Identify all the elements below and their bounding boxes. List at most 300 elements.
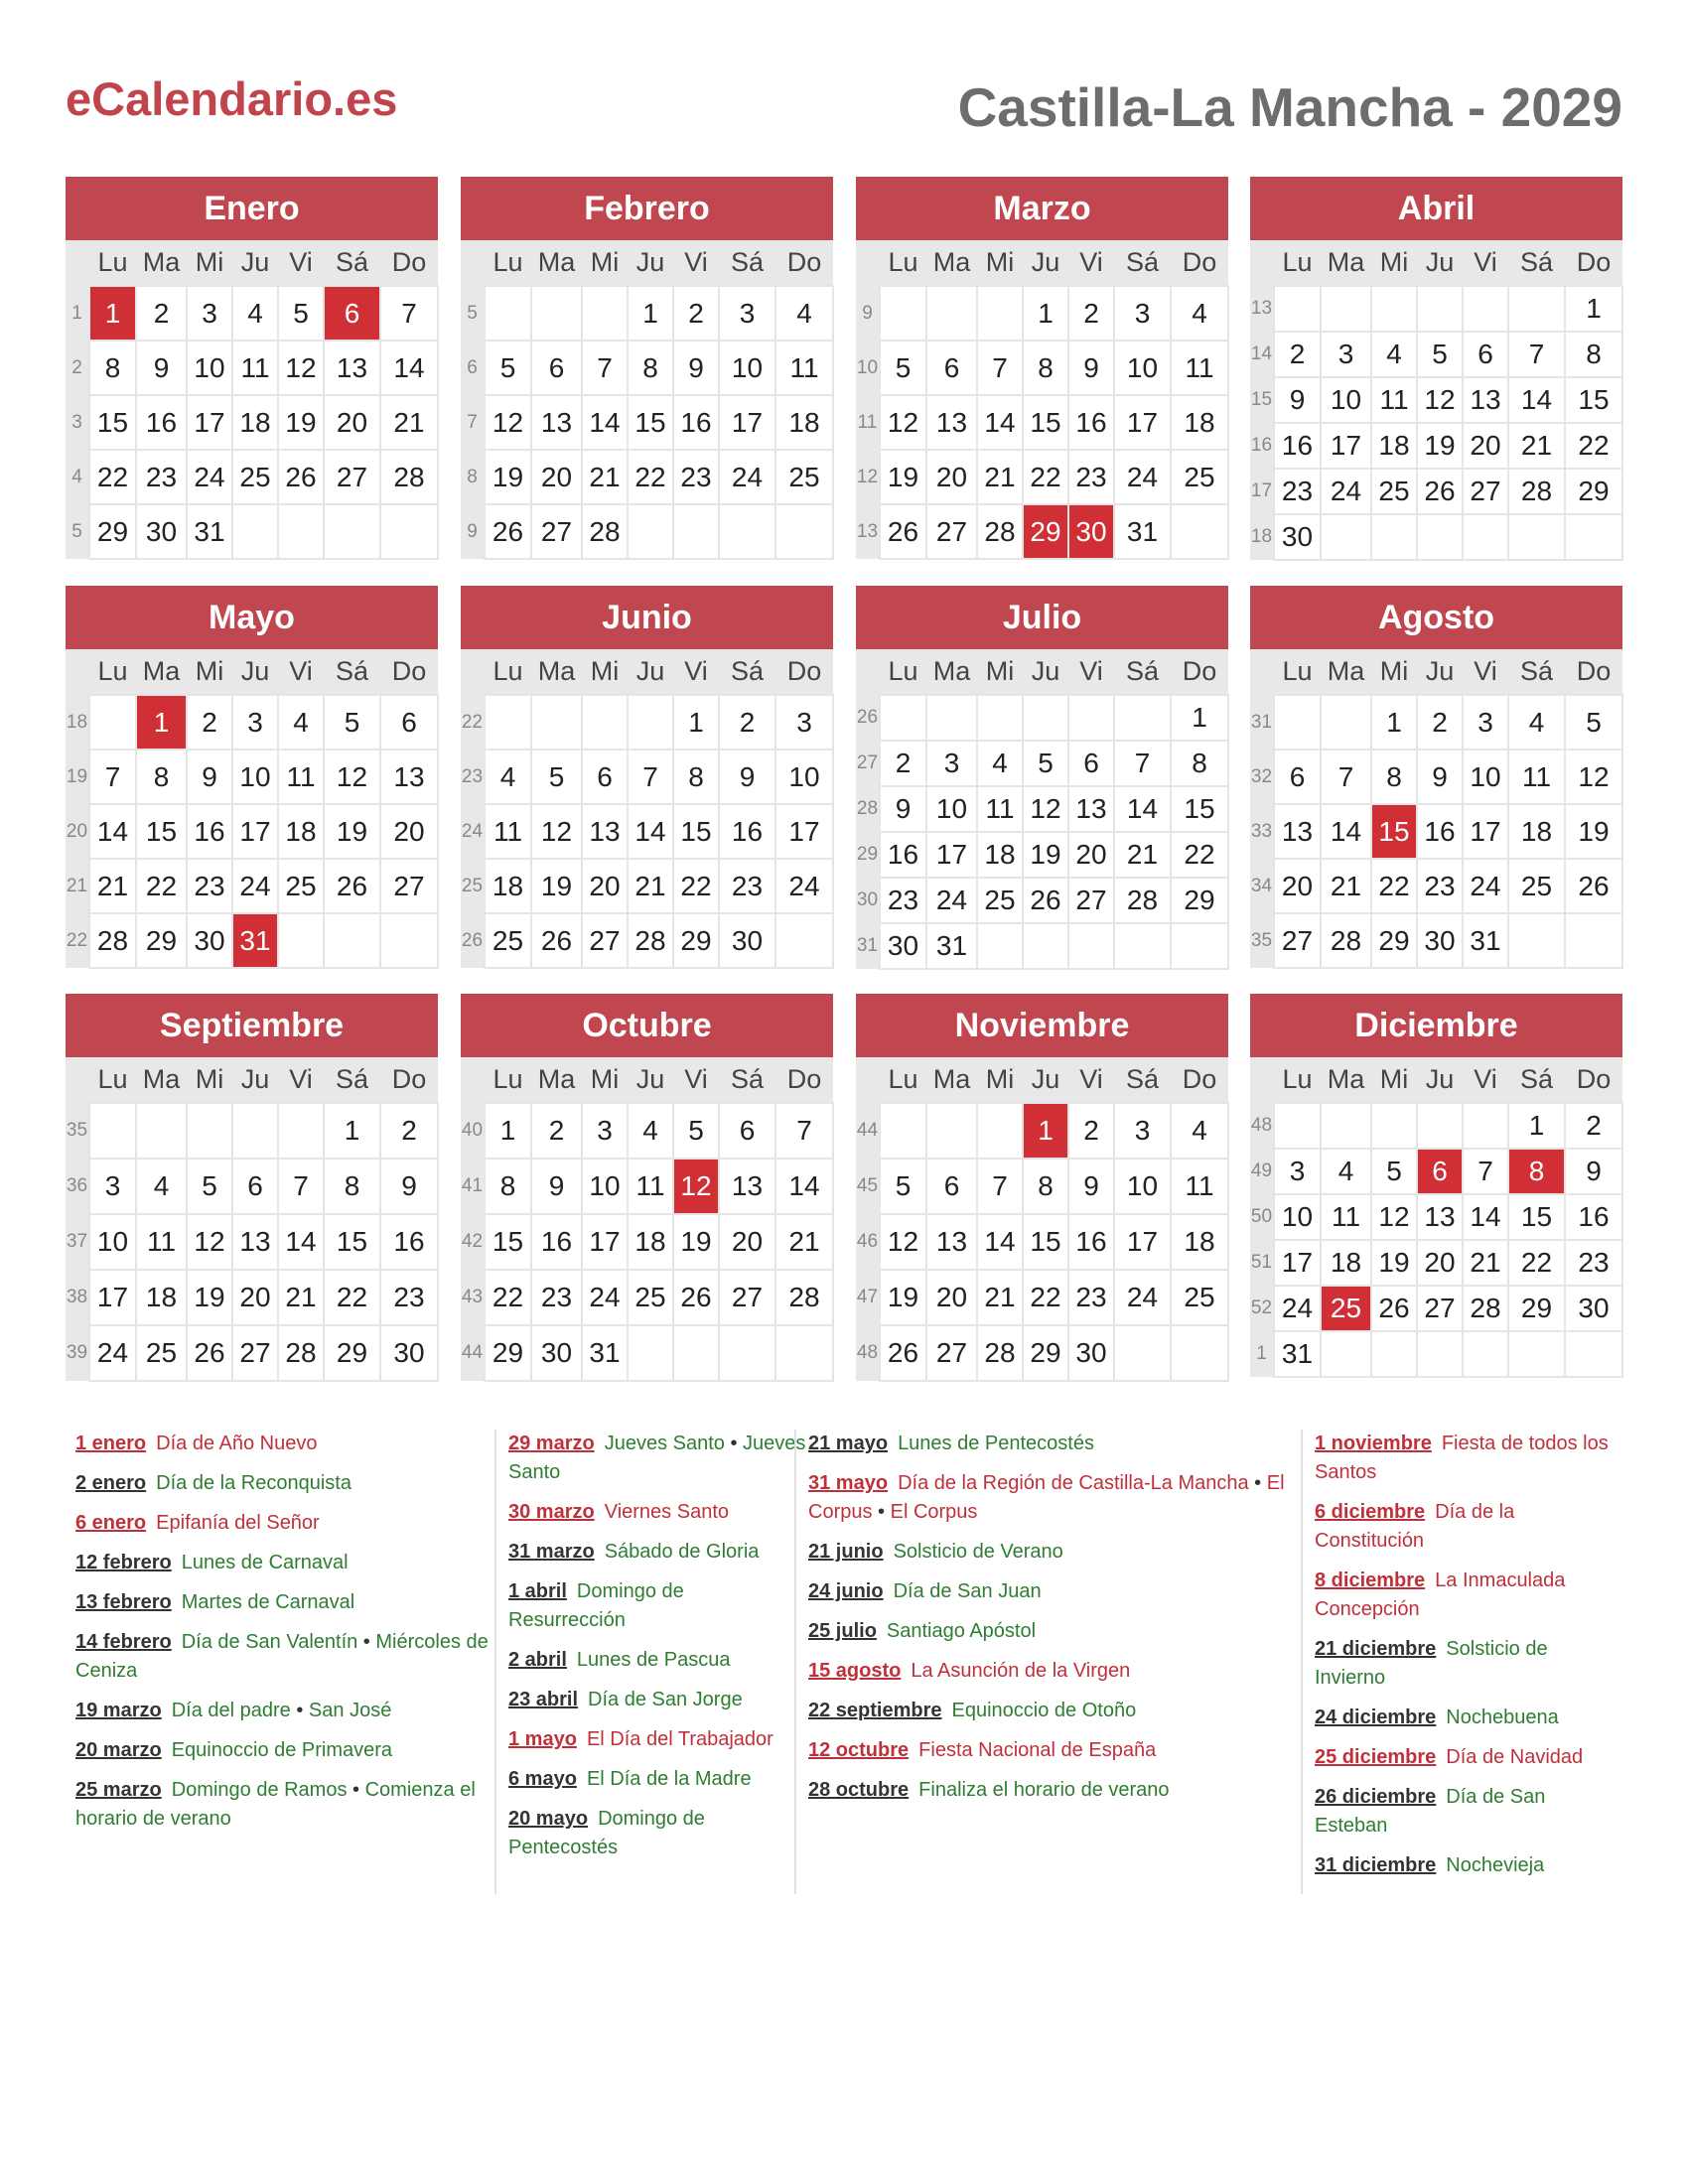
day-cell[interactable]: 24 (232, 859, 278, 913)
day-cell[interactable]: 25 (136, 1325, 187, 1381)
day-cell[interactable]: 9 (1417, 750, 1463, 804)
day-cell[interactable]: 17 (89, 1270, 136, 1325)
day-cell[interactable]: 11 (775, 341, 833, 395)
day-cell[interactable]: 1 (673, 695, 719, 750)
day-cell[interactable]: 13 (1417, 1194, 1463, 1240)
day-cell[interactable]: 9 (187, 750, 232, 804)
day-cell[interactable]: 22 (1171, 832, 1228, 878)
day-cell[interactable]: 6 (232, 1159, 278, 1214)
holiday-date-link[interactable]: 26 diciembre (1315, 1786, 1437, 1808)
day-cell[interactable]: 26 (278, 450, 324, 504)
day-cell[interactable]: 8 (485, 1159, 531, 1214)
day-cell[interactable]: 16 (719, 804, 775, 859)
day-cell[interactable]: 26 (1565, 859, 1622, 913)
day-cell[interactable]: 30 (1274, 514, 1321, 560)
day-cell[interactable]: 15 (324, 1214, 380, 1270)
day-cell[interactable]: 20 (926, 1270, 977, 1325)
day-cell[interactable]: 19 (880, 1270, 926, 1325)
day-cell[interactable]: 5 (1417, 332, 1463, 377)
day-cell[interactable]: 20 (1417, 1240, 1463, 1286)
holiday-date-link[interactable]: 14 febrero (75, 1631, 172, 1653)
holiday-date-link[interactable]: 21 junio (808, 1541, 884, 1563)
day-cell[interactable]: 23 (1565, 1240, 1622, 1286)
day-cell[interactable]: 23 (1274, 469, 1321, 514)
day-cell[interactable]: 16 (1565, 1194, 1622, 1240)
day-cell[interactable]: 10 (1274, 1194, 1321, 1240)
holiday-date-link[interactable]: 21 diciembre (1315, 1638, 1437, 1660)
day-cell[interactable]: 16 (1274, 423, 1321, 469)
day-cell[interactable]: 30 (1068, 1325, 1114, 1381)
day-cell[interactable]: 23 (136, 450, 187, 504)
day-cell[interactable]: 5 (880, 341, 926, 395)
day-cell[interactable]: 10 (582, 1159, 628, 1214)
day-cell[interactable]: 31 (1114, 504, 1171, 559)
day-cell[interactable]: 15 (136, 804, 187, 859)
day-cell[interactable]: 31 (582, 1325, 628, 1381)
day-cell[interactable]: 30 (1565, 1286, 1622, 1331)
day-cell[interactable]: 19 (1565, 804, 1622, 859)
day-cell[interactable]: 31 (1463, 913, 1508, 968)
day-cell[interactable]: 11 (628, 1159, 673, 1214)
day-cell[interactable]: 4 (977, 741, 1023, 786)
day-cell[interactable]: 2 (880, 741, 926, 786)
day-cell[interactable]: 10 (187, 341, 232, 395)
day-cell[interactable]: 20 (1274, 859, 1321, 913)
day-cell[interactable]: 14 (1508, 377, 1565, 423)
day-cell[interactable]: 27 (1417, 1286, 1463, 1331)
holiday-date-link[interactable]: 20 marzo (75, 1739, 162, 1761)
day-cell[interactable]: 28 (977, 504, 1023, 559)
day-cell[interactable]: 30 (880, 923, 926, 969)
day-cell[interactable]: 6 (1417, 1149, 1463, 1194)
day-cell[interactable]: 29 (485, 1325, 531, 1381)
day-cell[interactable]: 2 (719, 695, 775, 750)
day-cell[interactable]: 7 (582, 341, 628, 395)
day-cell[interactable]: 27 (1463, 469, 1508, 514)
day-cell[interactable]: 16 (136, 395, 187, 450)
holiday-date-link[interactable]: 31 diciembre (1315, 1854, 1437, 1876)
day-cell[interactable]: 26 (880, 504, 926, 559)
holiday-date-link[interactable]: 21 mayo (808, 1433, 889, 1454)
day-cell[interactable]: 27 (582, 913, 628, 968)
day-cell[interactable]: 3 (1463, 695, 1508, 750)
day-cell[interactable]: 19 (673, 1214, 719, 1270)
day-cell[interactable]: 6 (926, 341, 977, 395)
day-cell[interactable]: 24 (926, 878, 977, 923)
day-cell[interactable]: 28 (278, 1325, 324, 1381)
day-cell[interactable]: 20 (1068, 832, 1114, 878)
day-cell[interactable]: 25 (485, 913, 531, 968)
day-cell[interactable]: 10 (1321, 377, 1371, 423)
day-cell[interactable]: 21 (582, 450, 628, 504)
day-cell[interactable]: 4 (1508, 695, 1565, 750)
day-cell[interactable]: 24 (775, 859, 833, 913)
holiday-date-link[interactable]: 1 mayo (508, 1728, 577, 1750)
holiday-date-link[interactable]: 6 enero (75, 1512, 147, 1534)
day-cell[interactable]: 30 (531, 1325, 582, 1381)
day-cell[interactable]: 21 (1508, 423, 1565, 469)
day-cell[interactable]: 12 (1023, 786, 1068, 832)
day-cell[interactable]: 14 (1321, 804, 1371, 859)
day-cell[interactable]: 27 (531, 504, 582, 559)
day-cell[interactable]: 25 (977, 878, 1023, 923)
day-cell[interactable]: 3 (187, 286, 232, 341)
day-cell[interactable]: 20 (380, 804, 438, 859)
day-cell[interactable]: 17 (719, 395, 775, 450)
day-cell[interactable]: 17 (1321, 423, 1371, 469)
day-cell[interactable]: 1 (1565, 286, 1622, 332)
day-cell[interactable]: 1 (1371, 695, 1417, 750)
day-cell[interactable]: 24 (1321, 469, 1371, 514)
day-cell[interactable]: 9 (1068, 341, 1114, 395)
day-cell[interactable]: 6 (380, 695, 438, 750)
day-cell[interactable]: 11 (232, 341, 278, 395)
day-cell[interactable]: 28 (977, 1325, 1023, 1381)
day-cell[interactable]: 30 (719, 913, 775, 968)
day-cell[interactable]: 15 (1508, 1194, 1565, 1240)
day-cell[interactable]: 15 (89, 395, 136, 450)
day-cell[interactable]: 8 (1171, 741, 1228, 786)
day-cell[interactable]: 17 (232, 804, 278, 859)
day-cell[interactable]: 27 (719, 1270, 775, 1325)
holiday-date-link[interactable]: 8 diciembre (1315, 1570, 1426, 1591)
day-cell[interactable]: 24 (1463, 859, 1508, 913)
day-cell[interactable]: 24 (719, 450, 775, 504)
day-cell[interactable]: 25 (1508, 859, 1565, 913)
day-cell[interactable]: 27 (380, 859, 438, 913)
day-cell[interactable]: 16 (187, 804, 232, 859)
day-cell[interactable]: 30 (1417, 913, 1463, 968)
day-cell[interactable]: 3 (1274, 1149, 1321, 1194)
day-cell[interactable]: 23 (1417, 859, 1463, 913)
holiday-date-link[interactable]: 2 abril (508, 1649, 567, 1671)
day-cell[interactable]: 24 (187, 450, 232, 504)
day-cell[interactable]: 27 (324, 450, 380, 504)
day-cell[interactable]: 22 (324, 1270, 380, 1325)
day-cell[interactable]: 26 (187, 1325, 232, 1381)
day-cell[interactable]: 9 (719, 750, 775, 804)
holiday-date-link[interactable]: 29 marzo (508, 1433, 595, 1454)
day-cell[interactable]: 8 (89, 341, 136, 395)
day-cell[interactable]: 15 (628, 395, 673, 450)
day-cell[interactable]: 20 (582, 859, 628, 913)
day-cell[interactable]: 21 (977, 1270, 1023, 1325)
day-cell[interactable]: 14 (278, 1214, 324, 1270)
day-cell[interactable]: 21 (89, 859, 136, 913)
holiday-date-link[interactable]: 6 mayo (508, 1768, 577, 1790)
holiday-date-link[interactable]: 31 mayo (808, 1472, 889, 1494)
day-cell[interactable]: 5 (1371, 1149, 1417, 1194)
day-cell[interactable]: 14 (89, 804, 136, 859)
day-cell[interactable]: 8 (1023, 1159, 1068, 1214)
day-cell[interactable]: 22 (1565, 423, 1622, 469)
day-cell[interactable]: 20 (719, 1214, 775, 1270)
holiday-date-link[interactable]: 12 octubre (808, 1739, 910, 1761)
day-cell[interactable]: 3 (775, 695, 833, 750)
day-cell[interactable]: 28 (89, 913, 136, 968)
day-cell[interactable]: 12 (673, 1159, 719, 1214)
day-cell[interactable]: 13 (1463, 377, 1508, 423)
day-cell[interactable]: 25 (1321, 1286, 1371, 1331)
day-cell[interactable]: 26 (673, 1270, 719, 1325)
day-cell[interactable]: 15 (1371, 804, 1417, 859)
day-cell[interactable]: 23 (880, 878, 926, 923)
day-cell[interactable]: 14 (775, 1159, 833, 1214)
day-cell[interactable]: 27 (232, 1325, 278, 1381)
day-cell[interactable]: 22 (1023, 450, 1068, 504)
day-cell[interactable]: 2 (1068, 286, 1114, 341)
day-cell[interactable]: 23 (380, 1270, 438, 1325)
day-cell[interactable]: 6 (719, 1103, 775, 1159)
day-cell[interactable]: 12 (1371, 1194, 1417, 1240)
day-cell[interactable]: 25 (1371, 469, 1417, 514)
holiday-date-link[interactable]: 24 junio (808, 1580, 884, 1602)
day-cell[interactable]: 5 (673, 1103, 719, 1159)
holiday-date-link[interactable]: 2 enero (75, 1472, 147, 1494)
day-cell[interactable]: 2 (531, 1103, 582, 1159)
day-cell[interactable]: 13 (1274, 804, 1321, 859)
day-cell[interactable]: 18 (1171, 1214, 1228, 1270)
day-cell[interactable]: 29 (1371, 913, 1417, 968)
day-cell[interactable]: 5 (187, 1159, 232, 1214)
day-cell[interactable]: 16 (531, 1214, 582, 1270)
day-cell[interactable]: 22 (1371, 859, 1417, 913)
day-cell[interactable]: 9 (880, 786, 926, 832)
day-cell[interactable]: 8 (673, 750, 719, 804)
day-cell[interactable]: 30 (380, 1325, 438, 1381)
day-cell[interactable]: 4 (1321, 1149, 1371, 1194)
holiday-date-link[interactable]: 30 marzo (508, 1501, 595, 1523)
day-cell[interactable]: 12 (1417, 377, 1463, 423)
day-cell[interactable]: 11 (1171, 341, 1228, 395)
day-cell[interactable]: 13 (531, 395, 582, 450)
day-cell[interactable]: 4 (628, 1103, 673, 1159)
day-cell[interactable]: 10 (89, 1214, 136, 1270)
day-cell[interactable]: 7 (1463, 1149, 1508, 1194)
day-cell[interactable]: 12 (278, 341, 324, 395)
site-logo[interactable]: eCalendario.es (66, 72, 398, 125)
day-cell[interactable]: 2 (673, 286, 719, 341)
day-cell[interactable]: 26 (1417, 469, 1463, 514)
day-cell[interactable]: 23 (673, 450, 719, 504)
day-cell[interactable]: 12 (531, 804, 582, 859)
day-cell[interactable]: 4 (485, 750, 531, 804)
day-cell[interactable]: 10 (1114, 341, 1171, 395)
day-cell[interactable]: 5 (1023, 741, 1068, 786)
day-cell[interactable]: 8 (324, 1159, 380, 1214)
day-cell[interactable]: 10 (719, 341, 775, 395)
holiday-date-link[interactable]: 24 diciembre (1315, 1706, 1437, 1728)
day-cell[interactable]: 15 (673, 804, 719, 859)
day-cell[interactable]: 14 (628, 804, 673, 859)
day-cell[interactable]: 12 (187, 1214, 232, 1270)
day-cell[interactable]: 18 (1508, 804, 1565, 859)
holiday-date-link[interactable]: 12 febrero (75, 1552, 172, 1573)
day-cell[interactable]: 31 (1274, 1331, 1321, 1377)
day-cell[interactable]: 19 (1371, 1240, 1417, 1286)
day-cell[interactable]: 26 (1023, 878, 1068, 923)
day-cell[interactable]: 30 (187, 913, 232, 968)
day-cell[interactable]: 3 (1114, 1103, 1171, 1159)
day-cell[interactable]: 21 (977, 450, 1023, 504)
day-cell[interactable]: 17 (187, 395, 232, 450)
holiday-date-link[interactable]: 22 septiembre (808, 1700, 942, 1721)
day-cell[interactable]: 11 (1321, 1194, 1371, 1240)
day-cell[interactable]: 15 (1565, 377, 1622, 423)
day-cell[interactable]: 2 (136, 286, 187, 341)
day-cell[interactable]: 3 (89, 1159, 136, 1214)
day-cell[interactable]: 28 (628, 913, 673, 968)
day-cell[interactable]: 4 (1171, 286, 1228, 341)
day-cell[interactable]: 19 (1417, 423, 1463, 469)
day-cell[interactable]: 23 (187, 859, 232, 913)
day-cell[interactable]: 14 (1114, 786, 1171, 832)
day-cell[interactable]: 18 (1321, 1240, 1371, 1286)
day-cell[interactable]: 17 (775, 804, 833, 859)
day-cell[interactable]: 2 (380, 1103, 438, 1159)
day-cell[interactable]: 29 (324, 1325, 380, 1381)
day-cell[interactable]: 7 (380, 286, 438, 341)
day-cell[interactable]: 7 (775, 1103, 833, 1159)
day-cell[interactable]: 20 (232, 1270, 278, 1325)
day-cell[interactable]: 21 (380, 395, 438, 450)
day-cell[interactable]: 4 (232, 286, 278, 341)
day-cell[interactable]: 23 (719, 859, 775, 913)
day-cell[interactable]: 31 (926, 923, 977, 969)
day-cell[interactable]: 18 (136, 1270, 187, 1325)
holiday-date-link[interactable]: 25 marzo (75, 1779, 162, 1801)
day-cell[interactable]: 18 (485, 859, 531, 913)
day-cell[interactable]: 8 (1565, 332, 1622, 377)
day-cell[interactable]: 17 (926, 832, 977, 878)
day-cell[interactable]: 6 (1463, 332, 1508, 377)
day-cell[interactable]: 11 (278, 750, 324, 804)
day-cell[interactable]: 4 (136, 1159, 187, 1214)
day-cell[interactable]: 25 (232, 450, 278, 504)
day-cell[interactable]: 4 (1171, 1103, 1228, 1159)
day-cell[interactable]: 22 (1023, 1270, 1068, 1325)
day-cell[interactable]: 27 (926, 1325, 977, 1381)
day-cell[interactable]: 14 (1463, 1194, 1508, 1240)
holiday-date-link[interactable]: 23 abril (508, 1689, 579, 1710)
day-cell[interactable]: 1 (89, 286, 136, 341)
day-cell[interactable]: 14 (380, 341, 438, 395)
day-cell[interactable]: 12 (1565, 750, 1622, 804)
day-cell[interactable]: 10 (232, 750, 278, 804)
day-cell[interactable]: 11 (977, 786, 1023, 832)
day-cell[interactable]: 14 (582, 395, 628, 450)
day-cell[interactable]: 2 (1565, 1103, 1622, 1149)
day-cell[interactable]: 28 (1508, 469, 1565, 514)
day-cell[interactable]: 16 (1417, 804, 1463, 859)
day-cell[interactable]: 13 (926, 1214, 977, 1270)
day-cell[interactable]: 9 (1274, 377, 1321, 423)
day-cell[interactable]: 17 (1114, 1214, 1171, 1270)
day-cell[interactable]: 11 (1371, 377, 1417, 423)
day-cell[interactable]: 4 (775, 286, 833, 341)
day-cell[interactable]: 4 (278, 695, 324, 750)
day-cell[interactable]: 6 (926, 1159, 977, 1214)
day-cell[interactable]: 5 (324, 695, 380, 750)
day-cell[interactable]: 23 (1068, 1270, 1114, 1325)
day-cell[interactable]: 24 (89, 1325, 136, 1381)
day-cell[interactable]: 7 (977, 1159, 1023, 1214)
day-cell[interactable]: 25 (628, 1270, 673, 1325)
day-cell[interactable]: 1 (628, 286, 673, 341)
day-cell[interactable]: 3 (1321, 332, 1371, 377)
day-cell[interactable]: 16 (880, 832, 926, 878)
holiday-date-link[interactable]: 19 marzo (75, 1700, 162, 1721)
day-cell[interactable]: 21 (278, 1270, 324, 1325)
day-cell[interactable]: 2 (1068, 1103, 1114, 1159)
day-cell[interactable]: 29 (1023, 504, 1068, 559)
day-cell[interactable]: 13 (324, 341, 380, 395)
day-cell[interactable]: 9 (136, 341, 187, 395)
day-cell[interactable]: 16 (673, 395, 719, 450)
holiday-date-link[interactable]: 1 noviembre (1315, 1433, 1432, 1454)
day-cell[interactable]: 15 (1023, 1214, 1068, 1270)
day-cell[interactable]: 1 (485, 1103, 531, 1159)
day-cell[interactable]: 31 (232, 913, 278, 968)
day-cell[interactable]: 7 (89, 750, 136, 804)
day-cell[interactable]: 21 (1321, 859, 1371, 913)
day-cell[interactable]: 17 (1274, 1240, 1321, 1286)
day-cell[interactable]: 3 (1114, 286, 1171, 341)
holiday-date-link[interactable]: 28 octubre (808, 1779, 910, 1801)
day-cell[interactable]: 7 (628, 750, 673, 804)
day-cell[interactable]: 27 (1274, 913, 1321, 968)
day-cell[interactable]: 9 (531, 1159, 582, 1214)
day-cell[interactable]: 5 (485, 341, 531, 395)
day-cell[interactable]: 30 (1068, 504, 1114, 559)
day-cell[interactable]: 25 (1171, 450, 1228, 504)
day-cell[interactable]: 27 (926, 504, 977, 559)
day-cell[interactable]: 11 (136, 1214, 187, 1270)
day-cell[interactable]: 6 (1274, 750, 1321, 804)
day-cell[interactable]: 13 (1068, 786, 1114, 832)
day-cell[interactable]: 1 (1171, 695, 1228, 741)
day-cell[interactable]: 8 (628, 341, 673, 395)
day-cell[interactable]: 18 (232, 395, 278, 450)
day-cell[interactable]: 21 (1463, 1240, 1508, 1286)
day-cell[interactable]: 27 (1068, 878, 1114, 923)
day-cell[interactable]: 21 (1114, 832, 1171, 878)
day-cell[interactable]: 15 (1023, 395, 1068, 450)
day-cell[interactable]: 9 (1068, 1159, 1114, 1214)
day-cell[interactable]: 7 (1321, 750, 1371, 804)
day-cell[interactable]: 22 (1508, 1240, 1565, 1286)
day-cell[interactable]: 9 (1565, 1149, 1622, 1194)
day-cell[interactable]: 13 (380, 750, 438, 804)
day-cell[interactable]: 1 (324, 1103, 380, 1159)
day-cell[interactable]: 19 (187, 1270, 232, 1325)
holiday-date-link[interactable]: 25 diciembre (1315, 1746, 1437, 1768)
day-cell[interactable]: 20 (926, 450, 977, 504)
day-cell[interactable]: 3 (719, 286, 775, 341)
day-cell[interactable]: 19 (1023, 832, 1068, 878)
day-cell[interactable]: 10 (775, 750, 833, 804)
day-cell[interactable]: 21 (775, 1214, 833, 1270)
day-cell[interactable]: 18 (977, 832, 1023, 878)
day-cell[interactable]: 29 (1565, 469, 1622, 514)
day-cell[interactable]: 9 (380, 1159, 438, 1214)
day-cell[interactable]: 20 (324, 395, 380, 450)
day-cell[interactable]: 18 (775, 395, 833, 450)
day-cell[interactable]: 26 (324, 859, 380, 913)
day-cell[interactable]: 17 (582, 1214, 628, 1270)
day-cell[interactable]: 2 (187, 695, 232, 750)
day-cell[interactable]: 8 (1508, 1149, 1565, 1194)
